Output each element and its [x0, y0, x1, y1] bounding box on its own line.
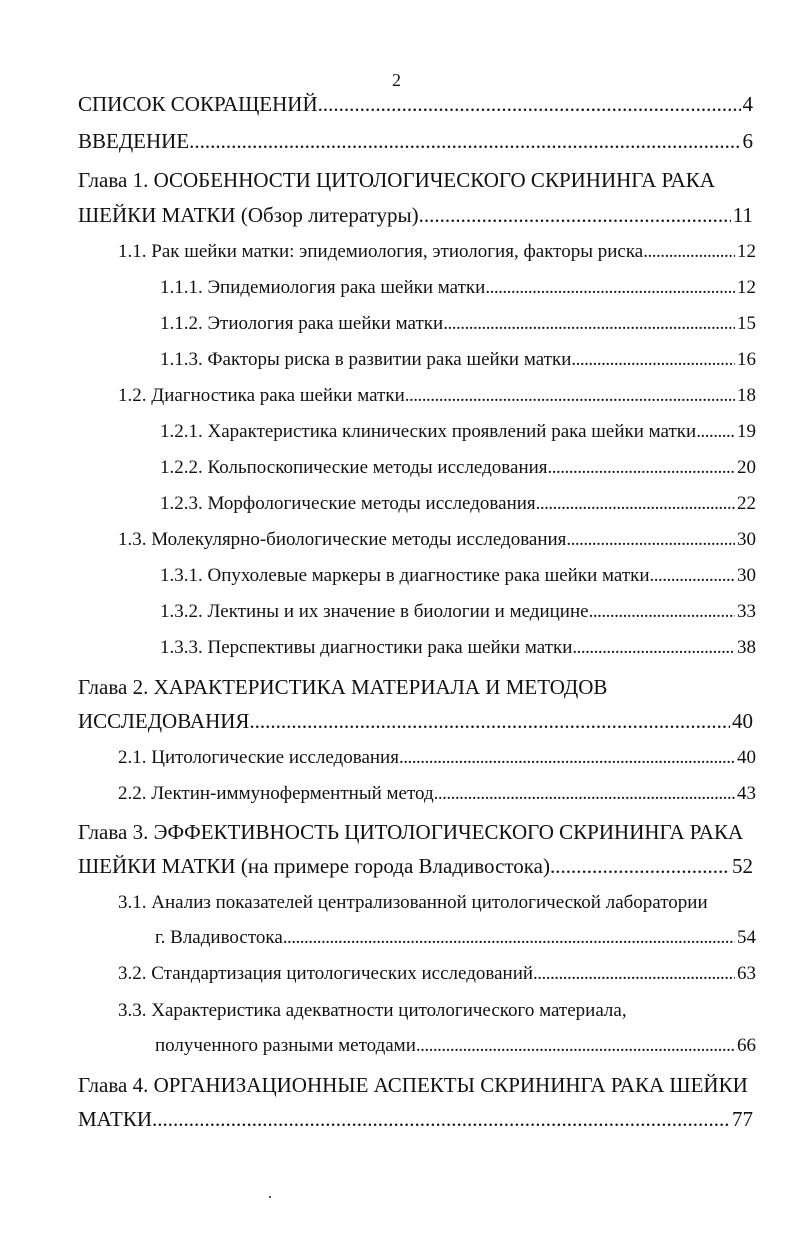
toc-page-number: 4	[742, 92, 753, 116]
toc-entry-title: полученного разными методами	[155, 1035, 416, 1056]
toc-entry-chapter-4[interactable]	[78, 1109, 753, 1130]
toc-page-number: 19	[737, 421, 756, 442]
dot-leader	[416, 1036, 735, 1055]
dot-leader	[399, 748, 735, 767]
toc-entry-chapter-3[interactable]	[78, 856, 753, 877]
toc-entry-title: 2.1. Цитологические исследования	[118, 747, 399, 768]
toc-page-number: 18	[737, 385, 756, 406]
toc-entry-1-3-1[interactable]	[160, 566, 756, 585]
dot-leader	[443, 314, 735, 333]
toc-entry-title: 1.2.2. Кольпоскопические методы исследования	[160, 457, 548, 478]
toc-page-number: 63	[737, 963, 756, 984]
toc-page-number: 77	[732, 1107, 753, 1131]
toc-entry-title: ШЕЙКИ МАТКИ (на примере города Владивостока)	[78, 854, 550, 878]
toc-page-number: 12	[737, 241, 756, 262]
toc-entry-title: 1.3.3. Перспективы диагностики рака шейки матки	[160, 637, 573, 658]
toc-entry-1-2-2[interactable]	[160, 458, 756, 477]
toc-entry-title: 1.3.2. Лектины и их значение в биологии и медицине	[160, 601, 589, 622]
toc-chapter-1-heading: Глава 1. ОСОБЕННОСТИ ЦИТОЛОГИЧЕСКОГО СКРИНИНГА РАКА	[78, 168, 715, 192]
dot-leader	[536, 494, 735, 513]
toc-entry-chapter-1[interactable]	[78, 205, 753, 226]
toc-entry-title: 1.2.1. Характеристика клинических проявлений рака шейки матки	[160, 421, 697, 442]
dot-leader	[152, 1109, 730, 1130]
dot-leader	[434, 784, 735, 803]
toc-page-number: 52	[732, 854, 753, 878]
dot-leader	[189, 131, 740, 152]
toc-entry-1-1-3[interactable]	[160, 350, 756, 369]
toc-entry-title: 1.2. Диагностика рака шейки матки	[118, 385, 405, 406]
toc-entry-3-1[interactable]	[155, 928, 756, 947]
toc-entry-title: ШЕЙКИ МАТКИ (Обзор литературы)	[78, 203, 419, 227]
toc-page-number: 20	[737, 457, 756, 478]
toc-page-number: 11	[732, 203, 753, 227]
toc-entry-1-2-1[interactable]	[160, 422, 756, 441]
toc-entry-3-3-heading: 3.3. Характеристика адекватности цитологического материала,	[118, 1000, 627, 1021]
toc-entry-title: ИССЛЕДОВАНИЯ	[78, 709, 250, 733]
dot-leader	[249, 711, 730, 732]
toc-entry-1-1-2[interactable]	[160, 314, 756, 333]
toc-entry-title: 1.1.3. Факторы риска в развитии рака шейки матки	[160, 349, 572, 370]
toc-page-number: 54	[737, 927, 756, 948]
dot-leader	[533, 964, 735, 983]
toc-entry-1-2-3[interactable]	[160, 494, 756, 513]
toc-page-number: 40	[732, 709, 753, 733]
dot-leader	[696, 422, 735, 441]
toc-chapter-3-heading: Глава 3. ЭФФЕКТИВНОСТЬ ЦИТОЛОГИЧЕСКОГО СКРИНИНГА РАКА	[78, 820, 744, 844]
scan-speck	[269, 1196, 271, 1198]
dot-leader	[485, 278, 735, 297]
dot-leader	[571, 350, 735, 369]
toc-page-number: 30	[737, 565, 756, 586]
toc-entry-title: 1.1.2. Этиология рака шейки матки	[160, 313, 444, 334]
toc-entry-title: СПИСОК СОКРАЩЕНИЙ	[78, 92, 318, 116]
toc-entry-3-2[interactable]	[118, 964, 756, 983]
dot-leader	[318, 94, 741, 115]
toc-page-number: 6	[742, 129, 753, 153]
toc-entry-title: 2.2. Лектин-иммуноферментный метод	[118, 783, 434, 804]
toc-page-number: 43	[737, 783, 756, 804]
dot-leader	[643, 242, 735, 261]
toc-entry-3-1-heading: 3.1. Анализ показателей централизованной цитологической лаборатории	[118, 892, 708, 913]
dot-leader	[550, 856, 730, 877]
toc-page-number: 12	[737, 277, 756, 298]
dot-leader	[566, 530, 735, 549]
toc-entry-2-2[interactable]	[118, 784, 756, 803]
toc-entry-title: 3.2. Стандартизация цитологических исследований	[118, 963, 534, 984]
toc-entry-2-1[interactable]	[118, 748, 756, 767]
toc-entry-title: 1.3. Молекулярно-биологические методы исследования	[118, 529, 567, 550]
toc-entry-abbreviations[interactable]	[78, 94, 753, 115]
toc-page-number: 40	[737, 747, 756, 768]
toc-entry-3-3[interactable]	[155, 1036, 756, 1055]
toc-page-number: 38	[737, 637, 756, 658]
toc-page-number: 22	[737, 493, 756, 514]
toc-page-number: 16	[737, 349, 756, 370]
toc-page-number: 33	[737, 601, 756, 622]
toc-page-number: 66	[737, 1035, 756, 1056]
toc-entry-1-2[interactable]	[118, 386, 756, 405]
toc-page-number: 30	[737, 529, 756, 550]
toc-entry-1-3-2[interactable]	[160, 602, 756, 621]
toc-entry-title: МАТКИ	[78, 1107, 152, 1131]
toc-entry-1-1[interactable]	[118, 242, 756, 261]
toc-entry-title: 1.1. Рак шейки матки: эпидемиология, этиология, факторы риска	[118, 241, 644, 262]
toc-entry-1-3[interactable]	[118, 530, 756, 549]
dot-leader	[572, 638, 735, 657]
dot-leader	[419, 205, 731, 226]
toc-entry-1-1-1[interactable]	[160, 278, 756, 297]
toc-entry-title: 1.3.1. Опухолевые маркеры в диагностике рака шейки матки	[160, 565, 650, 586]
toc-chapter-4-heading: Глава 4. ОРГАНИЗАЦИОННЫЕ АСПЕКТЫ СКРИНИНГА РАКА ШЕЙКИ	[78, 1073, 748, 1097]
toc-entry-introduction[interactable]	[78, 131, 753, 152]
dot-leader	[589, 602, 735, 621]
page-number: 2	[392, 70, 401, 90]
toc-entry-title: 1.1.1. Эпидемиология рака шейки матки	[160, 277, 486, 298]
dot-leader	[283, 928, 735, 947]
dot-leader	[650, 566, 735, 585]
toc-entry-1-3-3[interactable]	[160, 638, 756, 657]
toc-entry-title: ВВЕДЕНИЕ	[78, 129, 190, 153]
toc-entry-chapter-2[interactable]	[78, 711, 753, 732]
toc-page-number: 15	[737, 313, 756, 334]
toc-entry-title: г. Владивостока	[155, 927, 283, 948]
dot-leader	[405, 386, 735, 405]
toc-entry-title: 1.2.3. Морфологические методы исследования	[160, 493, 536, 514]
dot-leader	[548, 458, 735, 477]
toc-chapter-2-heading: Глава 2. ХАРАКТЕРИСТИКА МАТЕРИАЛА И МЕТОДОВ	[78, 675, 608, 699]
